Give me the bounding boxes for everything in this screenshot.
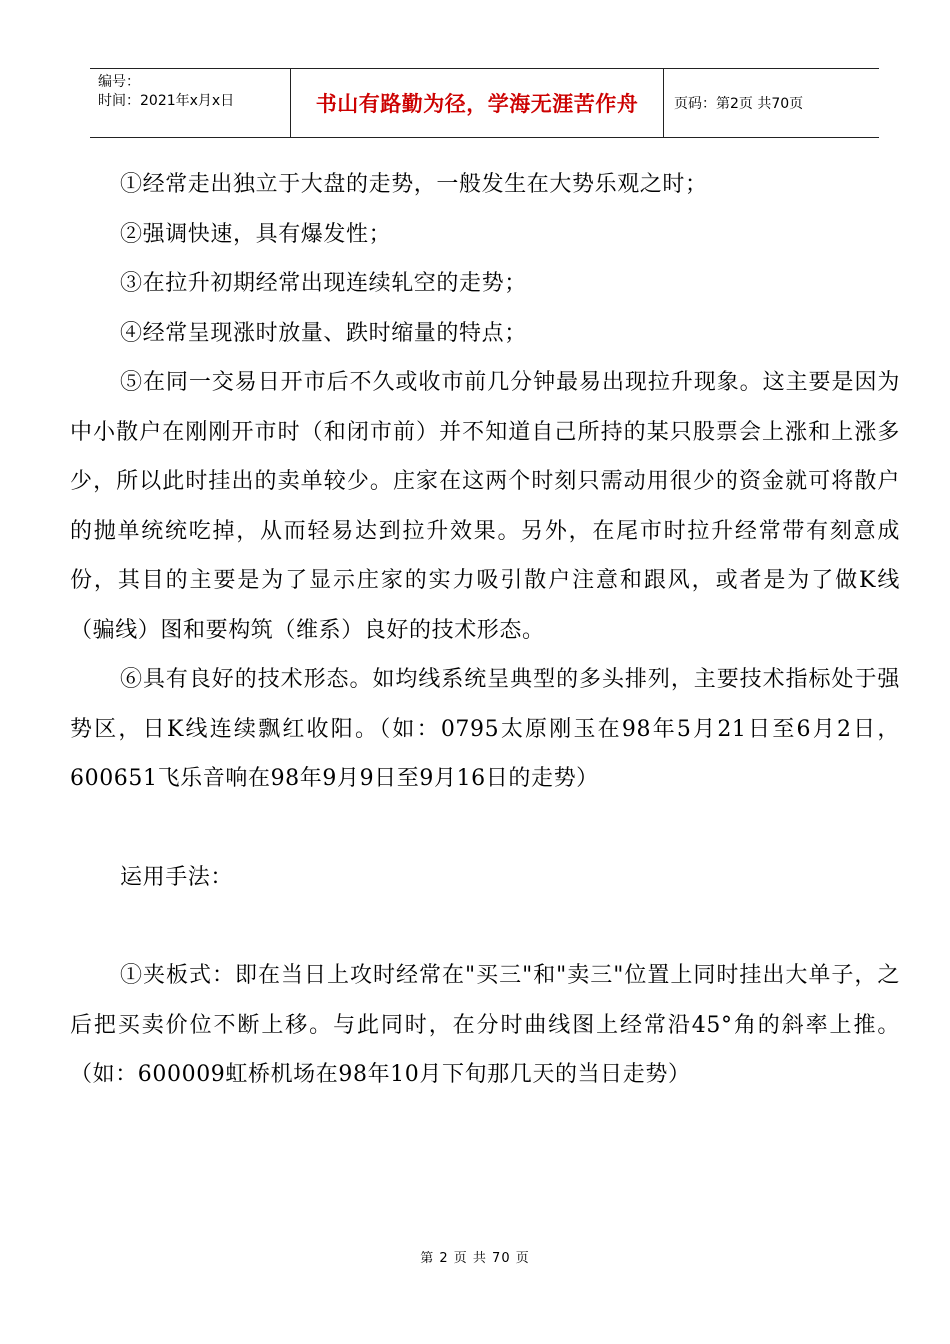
paragraph-3: ③在拉升初期经常出现连续轧空的走势； (120, 271, 527, 296)
method-paragraph: ①夹板式：即在当日上攻时经常在"买三"和"卖三"位置上同时挂出大单子，之后把买卖价位不断上移。与此同时，在分时曲线图上经常沿45°角的斜率上推。（如：600009虹桥机场在98年10月下旬那几天的当日走势） (70, 963, 900, 1087)
spacer (70, 804, 900, 853)
document-body (70, 160, 900, 1100)
header-page-info: 页码：第2页 共70页 (674, 96, 804, 112)
paragraph-5: ⑤在同一交易日开市后不久或收市前几分钟最易出现拉升现象。这主要是因为中小散户在刚刚开市时（和闭市前）并不知道自己所持的某只股票会上涨和上涨多少，所以此时挂出的卖单较少。庄家在这两个时刻只需动用很少的资金就可将散户的抛单统统吃掉，从而轻易达到拉升效果。另外，在尾市时拉升经常带有刻意成份，其目的主要是为了显示庄家的实力吸引散户注意和跟风，或者是为了做K线（骗线）图和要构筑（维系）良好的技术形态。 (70, 370, 900, 643)
document-number-label: 编号： (98, 74, 140, 90)
header-meta (90, 69, 290, 137)
header-motto: 书山有路勤为径，学海无涯苦作舟 (290, 69, 664, 137)
page-footer: 第 2 页 共 70 页 (420, 1251, 530, 1266)
paragraph-2: ②强调快速，具有爆发性； (120, 221, 392, 247)
paragraph-6: ⑥具有良好的技术形态。如均线系统呈典型的多头排列，主要技术指标处于强势区，日K线连续飘红收阳。（如：0795太原刚玉在98年5月21日至6月2日，600651飞乐音响在98年9月9日至9月16日的走势） (70, 667, 900, 791)
page-header (90, 68, 879, 138)
paragraph-4: ④经常呈现涨时放量、跌时缩量的特点； (120, 320, 527, 346)
document-time-label: 时间：2021年x月x日 (98, 93, 235, 109)
spacer (70, 902, 900, 951)
section-title: 运用手法： (120, 864, 234, 890)
paragraph-1: ①经常走出独立于大盘的走势，一般发生在大势乐观之时； (120, 172, 708, 197)
